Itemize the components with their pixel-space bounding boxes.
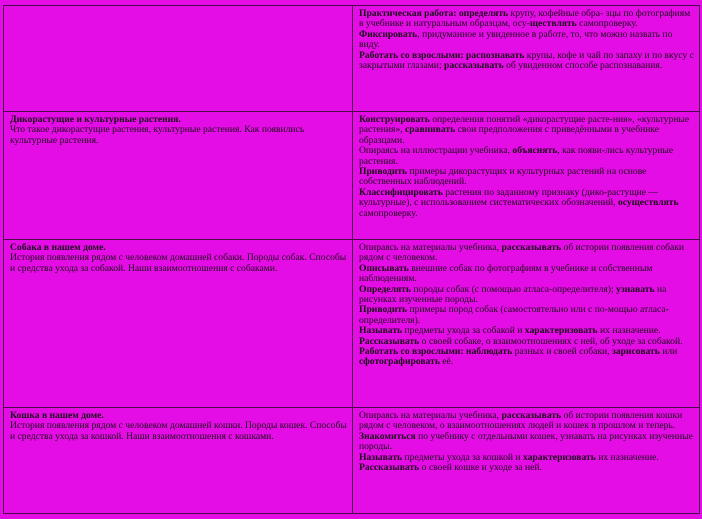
activity-paragraph: [359, 30, 694, 51]
activity-text: мощью атласа-определителя).: [359, 304, 669, 326]
activity-text: об истории: [561, 410, 609, 421]
activity-text: породы собак (с помощью атласа-определителя);: [410, 283, 614, 295]
activity-verb: осуществлять: [617, 197, 679, 209]
activity-paragraph: [359, 243, 694, 264]
activity-paragraph: [359, 411, 694, 432]
activity-verb: Конструировать: [359, 114, 430, 125]
activity-verb: Работать со взрослыми: распознавать: [359, 49, 525, 61]
activity-text: на рисунках изученные породы.: [359, 283, 667, 306]
activity-verb: рассказывать: [501, 242, 562, 253]
activity-text: увиденном способе распознавания.: [515, 60, 663, 72]
activity-verb: Фиксировать: [359, 28, 418, 40]
activity-text: Опираясь на материалы учебника,: [359, 242, 502, 253]
activity-text: определения понятий «дикорастущие расте-: [429, 114, 613, 125]
activity-verb: узнавать: [616, 283, 655, 295]
activity-paragraph: [359, 285, 694, 306]
activities-cell: [353, 408, 700, 514]
activity-text: Опираясь на иллюстрации учебника,: [359, 145, 513, 157]
activity-text: свои предположения с: [455, 124, 549, 136]
table-row: [4, 408, 700, 514]
activity-paragraph: [359, 264, 694, 285]
activity-verb: объяснять: [512, 145, 558, 157]
topic-cell: [4, 240, 353, 408]
activity-text: основе собственных наблюдений.: [359, 166, 647, 188]
activity-text: Опираясь на материалы учебника,: [359, 410, 502, 421]
activity-verb: характеризовать: [524, 325, 598, 337]
activity-text: лись культурные растения.: [359, 145, 674, 167]
activity-text: растущие — культурные), с использованием систематических: [359, 186, 659, 209]
activity-text: растения по заданному признаку (дико-: [442, 186, 608, 198]
activity-verb: Практическая работа: определять: [359, 8, 509, 19]
activity-text: их: [597, 325, 610, 337]
activity-verb: Приводить: [359, 304, 408, 316]
activity-text: рисунках изученные породы.: [359, 430, 693, 453]
activity-text: назначение.: [608, 451, 659, 463]
activity-text: крупы, кофе и чай по: [524, 49, 614, 61]
activity-paragraph: [359, 305, 694, 326]
activity-text: ния», «культурные растения»,: [359, 114, 690, 136]
activity-text: крупу, кофейные обра-: [508, 8, 604, 19]
activity-text: людей и кошек в прошлом и теперь.: [525, 420, 676, 432]
topic-title: Собака в нашем доме.: [10, 242, 106, 253]
activity-verb: Рассказывать: [359, 335, 420, 347]
activity-text: уходе за собакой.: [609, 335, 683, 347]
activity-verb: ществлять: [529, 18, 577, 30]
activity-text: об: [503, 60, 516, 72]
activity-paragraph: [359, 115, 694, 146]
activity-text: примеры дикорастущих и культурных растений на: [407, 166, 617, 178]
activity-text: назначение.: [609, 325, 661, 337]
activity-text: обозначений,: [559, 197, 618, 209]
activity-text: об истории: [561, 242, 609, 253]
activity-text: предметы ухода за кошкой и: [402, 451, 523, 463]
activity-text: запаху и по вкусу с закрытыми глазами;: [359, 49, 694, 72]
activity-paragraph: [359, 347, 694, 368]
activity-text: самопроверку.: [576, 18, 638, 30]
activity-verb: Классифицировать: [359, 186, 443, 198]
topic-description: История появления рядом с человеком домашней кошки. Породы кошек. Способы и средства ухода за кошкой. Наши взаимоотношения с кошками.: [10, 420, 347, 442]
activity-text: о своей кошке и уходе за ней.: [419, 462, 542, 474]
activity-paragraph: [359, 188, 694, 219]
table-row: [4, 6, 700, 112]
activity-verb: Знакомиться: [359, 430, 416, 442]
activity-verb: характеризовать: [522, 451, 596, 463]
topic-title: Кошка в нашем доме.: [10, 410, 104, 421]
activity-paragraph: [359, 167, 694, 188]
activity-text: появления кошки рядом с человеком, о взаимоотношениях: [359, 410, 683, 432]
topic-cell: [4, 112, 353, 240]
activity-verb: Определять: [359, 283, 411, 295]
activity-text: или: [659, 346, 678, 358]
activity-text: по учебнику с отдельными кошек, узнавать на: [415, 430, 607, 442]
activity-text: самопроверку.: [359, 207, 418, 219]
activity-verb: Рассказывать: [359, 462, 420, 474]
table-row: [4, 112, 700, 240]
activity-text: примеры пород собак (самостоятельно или с по-: [407, 304, 608, 316]
activity-text: их: [595, 451, 609, 463]
activity-paragraph: [359, 432, 694, 453]
topic-title: Дикорастущие и культурные растения.: [10, 114, 181, 125]
activity-text: собственным наблюдениям.: [359, 262, 653, 285]
activity-text: появления собаки рядом с человеком.: [359, 242, 685, 264]
table-row: [4, 240, 700, 408]
activity-text: разных и своей собаки,: [512, 346, 610, 358]
activity-paragraph: [359, 146, 694, 167]
activity-paragraph: [359, 463, 694, 473]
activity-text: о своей собаке, о взаимоотношениях с ней, об: [419, 335, 610, 347]
topic-description: Что такое дикорастущие растения, культурные растения. Как появились культурные растения.: [10, 124, 305, 146]
activity-verb: Называть: [359, 451, 403, 463]
activities-cell: [353, 112, 700, 240]
activity-paragraph: [359, 9, 694, 30]
activities-cell: [353, 6, 700, 112]
activity-text: её.: [439, 356, 454, 368]
activity-text: , придуманное и увиденное в работе, то, что можно назвать по: [417, 28, 673, 40]
activity-text: приведёнными в учебнике образцами.: [359, 124, 660, 146]
activity-text: виду.: [359, 39, 380, 51]
activity-paragraph: [359, 51, 694, 72]
activity-text: , как появи-: [557, 145, 605, 157]
activity-verb: сфотографировать: [359, 356, 440, 368]
activity-verb: Описывать: [359, 262, 409, 274]
activity-verb: Приводить: [359, 166, 408, 178]
activity-verb: рассказывать: [501, 410, 562, 421]
activity-verb: зарисовать: [612, 346, 660, 358]
activities-cell: [353, 240, 700, 408]
topic-description: История появления рядом с человеком домашней собаки. Породы собак. Способы и средства ухода за собакой. Наши взаимоотношения с собаками.: [10, 252, 347, 274]
activity-verb: сравнивать: [405, 124, 456, 136]
topic-cell: [4, 408, 353, 514]
lesson-table: [3, 5, 700, 514]
activity-text: зцы по фотографиям в учебнике и натуральным образцам, осу-: [359, 8, 691, 30]
activity-verb: Работать со взрослыми: наблюдать: [359, 346, 513, 358]
activity-verb: рассказывать: [444, 60, 504, 72]
topic-cell: [4, 6, 353, 112]
activity-text: внешние собак по фотографиям в учебнике и: [408, 262, 597, 274]
activity-verb: Называть: [359, 325, 403, 337]
activity-text: предметы ухода за собакой и: [402, 325, 525, 337]
